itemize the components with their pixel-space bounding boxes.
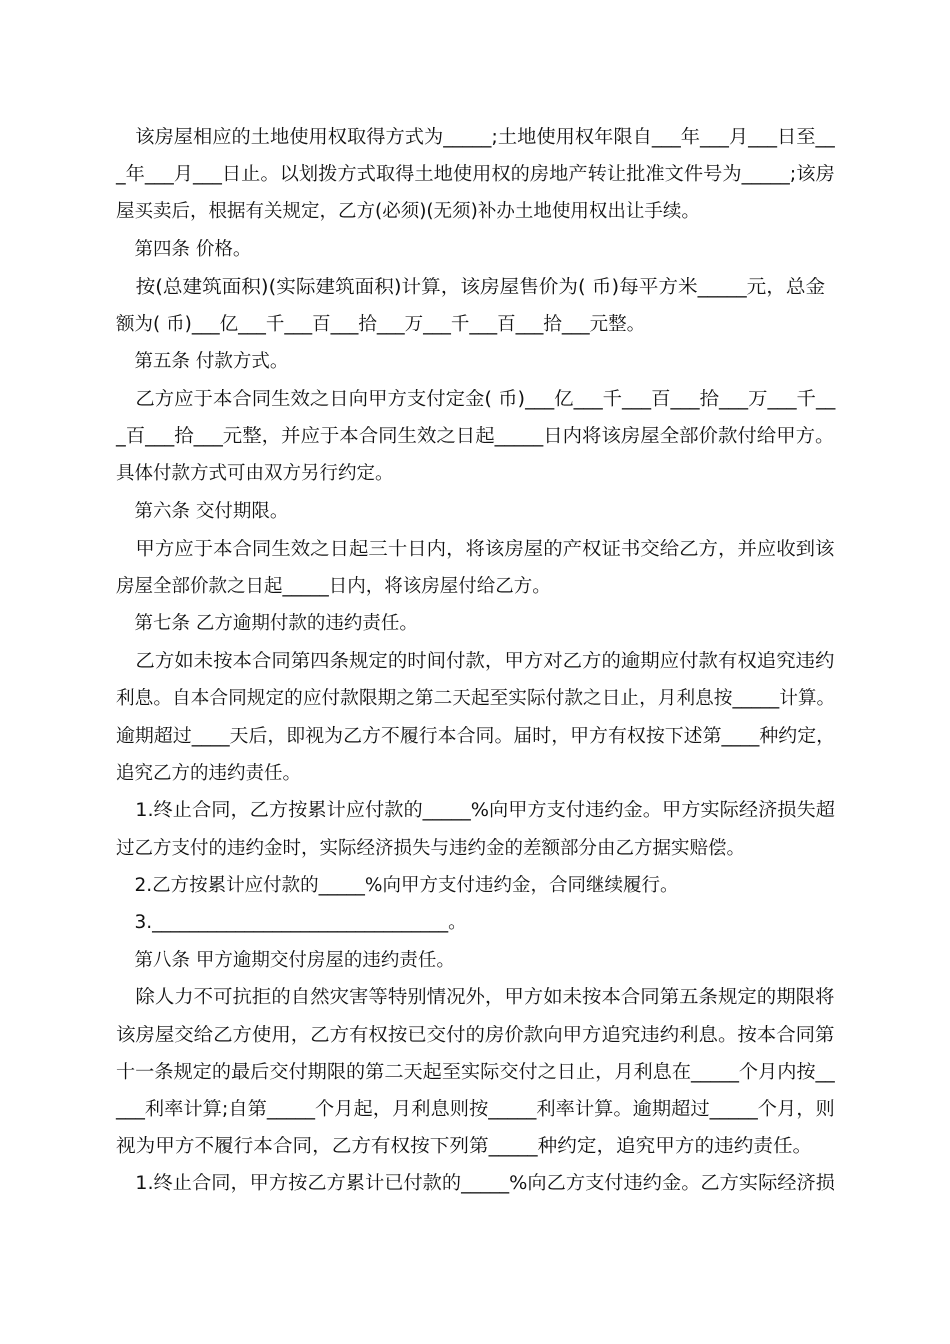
section-heading: 第五条 付款方式。 [116, 351, 289, 372]
section-heading: 第六条 交付期限。 [116, 501, 289, 522]
text-line: 十一条规定的最后交付期限的第二天起至实际交付之日止，月利息在_____个月内按__ [116, 1062, 835, 1083]
text-line: ___利率计算;自第_____个月起，月利息则按_____利率计算。逾期超过_____个月，则 [116, 1099, 835, 1120]
text-line: 该房屋交给乙方使用，乙方有权按已交付的房价款向甲方追究违约利息。按本合同第 [116, 1025, 835, 1046]
text-line: 该房屋相应的土地使用权取得方式为_____;土地使用权年限自___年___月___日至__ [116, 127, 835, 148]
text-line: 按(总建筑面积)(实际建筑面积)计算，该房屋售价为( 币)每平方米_____元，总金 [116, 277, 826, 298]
text-line: 屋买卖后，根据有关规定，乙方(必须)(无须)补办土地使用权出让手续。 [116, 201, 700, 222]
text-line: 视为甲方不履行本合同，乙方有权按下列第_____种约定，追究甲方的违约责任。 [116, 1136, 813, 1157]
section-heading: 第七条 乙方逾期付款的违约责任。 [116, 613, 418, 634]
text-line: 房屋全部价款之日起_____日内，将该房屋付给乙方。 [116, 576, 551, 597]
text-line: 额为( 币)___亿___千___百___拾___万___千___百___拾___元整。 [116, 314, 646, 335]
text-line: 逾期超过____天后，即视为乙方不履行本合同。届时，甲方有权按下述第____种约定， [116, 726, 836, 747]
section-heading: 第八条 甲方逾期交付房屋的违约责任。 [116, 950, 455, 971]
text-line: 过乙方支付的违约金时，实际经济损失与违约金的差额部分由乙方据实赔偿。 [116, 838, 746, 859]
text-line: 乙方应于本合同生效之日向甲方支付定金( 币)___亿___千___百___拾___万___千__ [116, 389, 836, 410]
list-item: 1.终止合同，乙方按累计应付款的_____%向甲方支付违约金。甲方实际经济损失超 [116, 800, 835, 821]
list-item: 3.________________________________。 [116, 912, 467, 933]
text-line: _年___月___日止。以划拨方式取得土地使用权的房地产转让批准文件号为_____;该房 [116, 164, 835, 185]
list-item: 2.乙方按累计应付款的_____%向甲方支付违约金，合同继续履行。 [116, 875, 679, 896]
text-line: _百___拾___元整，并应于本合同生效之日起_____日内将该房屋全部价款付给甲方。 [116, 426, 835, 447]
text-line: 除人力不可抗拒的自然灾害等特别情况外，甲方如未按本合同第五条规定的期限将 [116, 987, 835, 1008]
text-line: 乙方如未按本合同第四条规定的时间付款，甲方对乙方的逾期应付款有权追究违约 [116, 651, 835, 672]
text-line: 追究乙方的违约责任。 [116, 763, 302, 784]
text-line: 利息。自本合同规定的应付款限期之第二天起至实际付款之日止，月利息按_____计算。 [116, 688, 836, 709]
text-line: 具体付款方式可由双方另行约定。 [116, 463, 394, 484]
text-line: 甲方应于本合同生效之日起三十日内，将该房屋的产权证书交给乙方，并应收到该 [116, 539, 835, 560]
section-heading: 第四条 价格。 [116, 239, 252, 260]
list-item: 1.终止合同，甲方按乙方累计已付款的_____%向乙方支付违约金。乙方实际经济损 [116, 1173, 835, 1194]
